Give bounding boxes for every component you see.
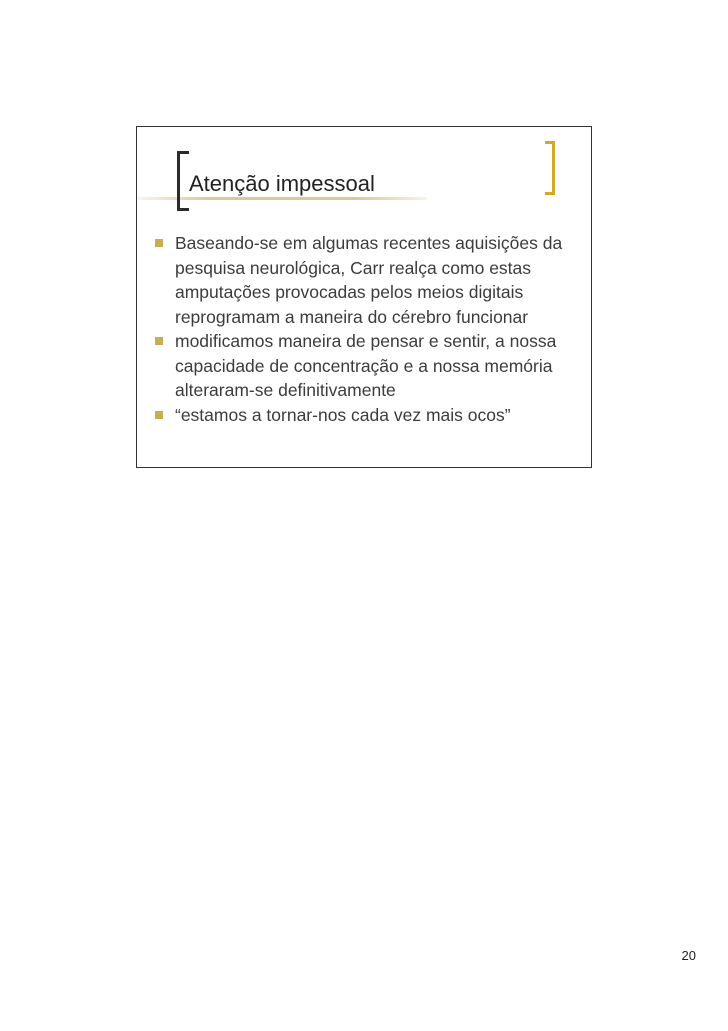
- slide: [136, 126, 592, 468]
- bullet-text: Baseando-se em algumas recentes aquisições da pesquisa neurológica, Carr realça como estas amputações provocadas pelos meios digitais reprogramam a maneira do cérebro funcionar: [175, 233, 563, 327]
- right-bracket-decoration: [545, 141, 555, 195]
- left-bracket-decoration: [177, 151, 189, 211]
- bullet-text: modificamos maneira de pensar e sentir, a nossa capacidade de concentração e a nossa memória alteraram-se definitivamente: [175, 331, 557, 400]
- slide-title: Atenção impessoal: [189, 171, 375, 196]
- page-number: 20: [681, 948, 696, 963]
- bullet-item: [151, 329, 581, 403]
- square-bullet-icon: [155, 411, 163, 419]
- square-bullet-icon: [155, 239, 163, 247]
- bullet-item: [151, 403, 581, 428]
- bullet-text: “estamos a tornar-nos cada vez mais ocos”: [175, 404, 511, 425]
- bullet-item: [151, 231, 581, 329]
- bullet-list: [151, 231, 581, 427]
- square-bullet-icon: [155, 337, 163, 345]
